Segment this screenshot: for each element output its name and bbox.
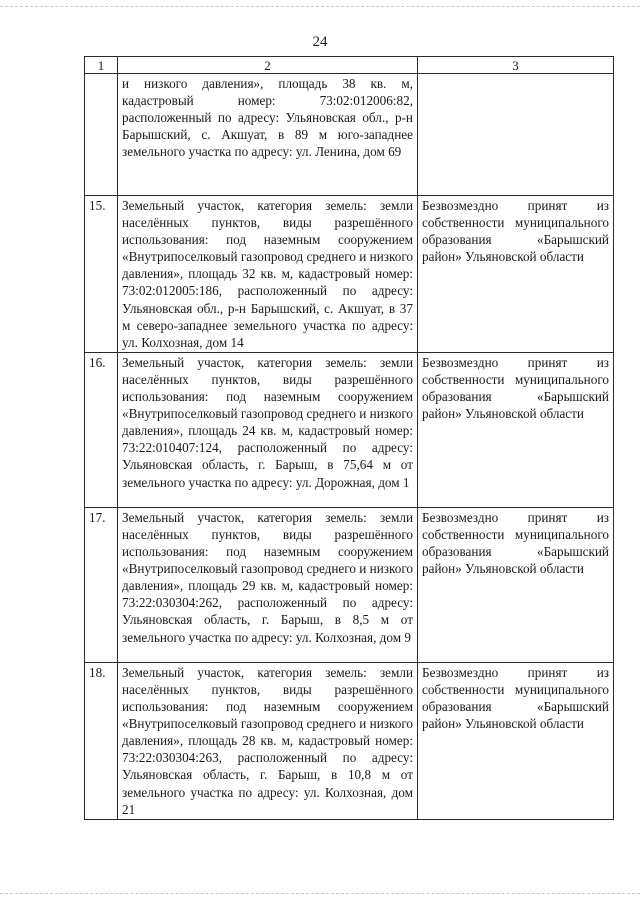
row-number: 16. — [85, 352, 118, 507]
column-header-number: 1 — [85, 57, 118, 74]
property-table — [84, 56, 614, 820]
column-header-description: 2 — [118, 57, 418, 74]
scan-bottom-edge — [0, 893, 640, 894]
row-number — [85, 74, 118, 196]
row-basis: Безвозмездно принят из собственности муниципального образования «Барышский район» Ульяновской области — [418, 352, 614, 507]
row-number: 15. — [85, 196, 118, 353]
table-row — [85, 74, 614, 196]
table-row — [85, 196, 614, 353]
table-row — [85, 352, 614, 507]
column-header-basis: 3 — [418, 57, 614, 74]
table-header-row — [85, 57, 614, 74]
row-description: Земельный участок, категория земель: земли населённых пунктов, виды разрешённого использования: под наземным сооружением «Внутрипоселковый газопровод среднего и низкого давления», площадь 28 кв. м, кадастровый номер: 73:22:030304:263, расположенный по адресу: Ульяновская область, г. Барыш, в 10,8 м от земельного участка по адресу: ул. Колхозная, дом 21 — [118, 662, 418, 819]
page-number: 24 — [312, 34, 328, 50]
row-description: Земельный участок, категория земель: земли населённых пунктов, виды разрешённого использования: под наземным сооружением «Внутрипоселковый газопровод среднего и низкого давления», площадь 32 кв. м, кадастровый номер: 73:02:012005:186, расположенный по адресу: Ульяновская обл., р-н Барышский, с. Акшуат, в 37 м северо-западнее земельного участка по адресу: ул. Колхозная, дом 14 — [118, 196, 418, 353]
row-description: и низкого давления», площадь 38 кв. м, кадастровый номер: 73:02:012006:82, расположенный по адресу: Ульяновская обл., р-н Барышский, с. Акшуат, в 89 м юго-западнее земельного участка по адресу: ул. Ленина, дом 69 — [118, 74, 418, 196]
row-number: 18. — [85, 662, 118, 819]
row-description: Земельный участок, категория земель: земли населённых пунктов, виды разрешённого использования: под наземным сооружением «Внутрипоселковый газопровод среднего и низкого давления», площадь 29 кв. м, кадастровый номер: 73:22:030304:262, расположенный по адресу: Ульяновская область, г. Барыш, в 8,5 м от земельного участка по адресу: ул. Колхозная, дом 9 — [118, 507, 418, 662]
row-basis — [418, 74, 614, 196]
row-basis: Безвозмездно принят из собственности муниципального образования «Барышский район» Ульяновской области — [418, 196, 614, 353]
table-row — [85, 507, 614, 662]
row-description: Земельный участок, категория земель: земли населённых пунктов, виды разрешённого использования: под наземным сооружением «Внутрипоселковый газопровод среднего и низкого давления», площадь 24 кв. м, кадастровый номер: 73:22:010407:124, расположенный по адресу: Ульяновская область, г. Барыш, в 75,64 м от земельного участка по адресу: ул. Дорожная, дом 1 — [118, 352, 418, 507]
table-row — [85, 662, 614, 819]
row-basis: Безвозмездно принят из собственности муниципального образования «Барышский район» Ульяновской области — [418, 507, 614, 662]
scan-top-edge — [0, 6, 640, 7]
row-basis: Безвозмездно принят из собственности муниципального образования «Барышский район» Ульяновской области — [418, 662, 614, 819]
row-number: 17. — [85, 507, 118, 662]
